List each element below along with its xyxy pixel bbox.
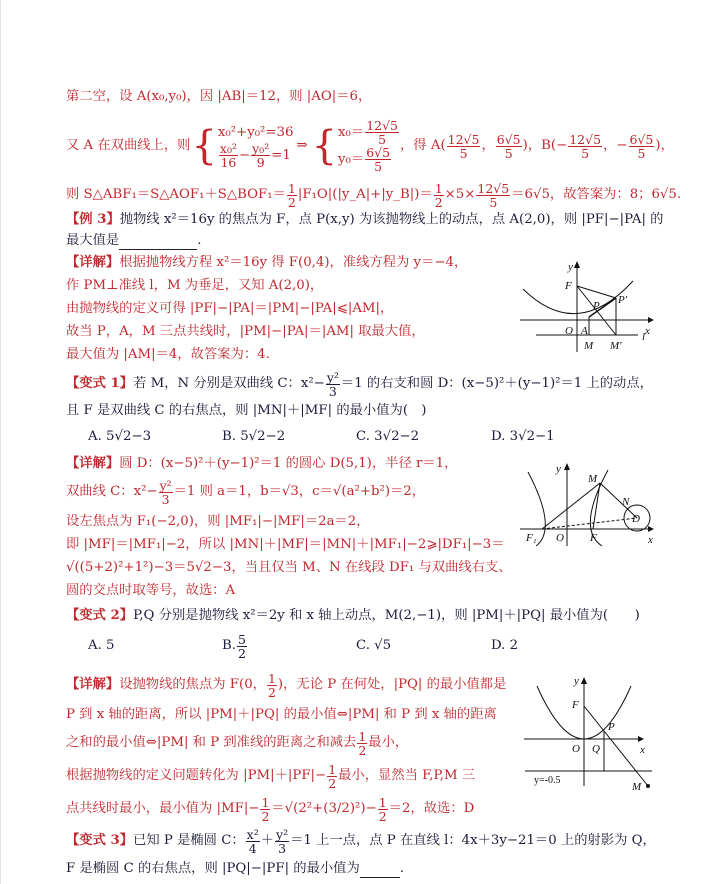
text: ×5× bbox=[444, 187, 476, 202]
variant-label: 【变式 3】 bbox=[66, 833, 134, 848]
label-O: O bbox=[572, 743, 580, 755]
text: )，无论 P 在何处，|PQ| 的最小值都是 bbox=[277, 677, 507, 692]
segment bbox=[577, 286, 616, 298]
question-text: ＝1 上一点，点 P 在直线 l：4x＋3y−21＝0 上的射影为 Q， bbox=[290, 833, 656, 848]
denominator: 5 bbox=[504, 145, 513, 161]
text: ＝6√5，故答案为：8；6√5. bbox=[511, 187, 682, 202]
solution-line bbox=[66, 254, 467, 272]
label-M: M bbox=[584, 340, 594, 352]
denominator: 3 bbox=[328, 383, 337, 399]
text: |F₁O|(|y_A|+|y_B|)＝ bbox=[297, 187, 433, 202]
label-y: y bbox=[574, 675, 579, 687]
solution-label: 【详解】 bbox=[66, 456, 120, 471]
solution-line bbox=[66, 180, 681, 210]
numerator: 1 bbox=[261, 794, 270, 810]
label-N: N bbox=[622, 496, 630, 508]
numerator: y² bbox=[159, 477, 172, 493]
label-F: F bbox=[590, 532, 597, 544]
option-b[interactable] bbox=[222, 629, 248, 663]
dashed-segment bbox=[542, 518, 637, 529]
label-M-prime: M′ bbox=[610, 340, 622, 352]
denominator: 2 bbox=[261, 808, 270, 824]
numerator: 6√5 bbox=[496, 131, 521, 147]
numerator: 1 bbox=[267, 670, 276, 686]
example-label: 【例 3】 bbox=[66, 212, 120, 227]
solution-line-system bbox=[66, 118, 674, 174]
question-text: 若 M，N 分别是双曲线 C：x²− bbox=[133, 376, 325, 391]
numerator: 5 bbox=[238, 631, 246, 647]
numerator: 12√5 bbox=[366, 118, 399, 133]
example-3-question-line2 bbox=[66, 232, 201, 250]
label-P: P bbox=[593, 300, 600, 312]
variant-1-question bbox=[66, 370, 653, 398]
denominator: 5 bbox=[459, 145, 468, 161]
label-F1: F₁ bbox=[526, 532, 537, 544]
label-O: O bbox=[565, 325, 573, 337]
denominator: 3 bbox=[278, 840, 287, 856]
figure-parabola-example3 bbox=[518, 256, 656, 354]
denominator: 9 bbox=[256, 154, 265, 170]
label-y: y bbox=[556, 463, 561, 475]
text: 双曲线 C：x²− bbox=[66, 484, 158, 499]
text: ＋ bbox=[260, 833, 275, 848]
label-y: y bbox=[568, 261, 573, 273]
text: 之和的最小值⇔|PM| 和 P 到准线的距离之和减去 bbox=[66, 735, 357, 750]
question-text: P,Q 分别是抛物线 x²＝2y 和 x 轴上动点，M(2,−1)，则 |PM|＋|PQ| 最小值为( ) bbox=[133, 608, 640, 623]
text: )，B(− bbox=[522, 138, 568, 153]
label-A: A bbox=[581, 325, 588, 337]
label-x: x bbox=[640, 744, 645, 756]
text: ＝2，故选：D bbox=[388, 801, 475, 816]
denominator: 5 bbox=[374, 159, 383, 174]
option-c[interactable]: C. √5 bbox=[356, 638, 392, 653]
question-text: F 是椭圆 C 的右焦点，则 |PQ|−|PF| 的最小值为 bbox=[66, 861, 360, 876]
label-D: D bbox=[632, 513, 640, 525]
text: ＝1 则 a＝1，b＝√3，c＝√(a²+b²)＝2， bbox=[173, 484, 426, 499]
label-M: M bbox=[588, 473, 598, 485]
text: 则 S△ABF₁＝S△AOF₁＋S△BOF₁＝ bbox=[66, 187, 286, 202]
page-left-border bbox=[0, 0, 1, 884]
question-text: 抛物线 x²＝16y 的焦点为 F，点 P(x,y) 为该抛物线上的动点，点 A(2,0)，则 |PF|−|PA| 的 bbox=[119, 212, 664, 227]
x-axis-arrow-icon bbox=[648, 526, 654, 532]
solution-line bbox=[66, 477, 425, 507]
text: 又 A 在双曲线上，则 bbox=[66, 138, 191, 153]
denominator: 5 bbox=[489, 194, 498, 210]
solution-line: 设左焦点为 F₁(−2,0)，则 |MF₁|−|MF|＝2a＝2， bbox=[66, 514, 370, 529]
text: 最小，显然当 F,P,M 三 bbox=[338, 768, 476, 783]
solution-label: 【详解】 bbox=[66, 255, 120, 270]
text: 设抛物线的焦点为 F(0， bbox=[119, 677, 266, 692]
y-axis-arrow-icon bbox=[574, 261, 580, 268]
option-b[interactable]: B. 5√2−2 bbox=[222, 429, 286, 444]
left-brace: { bbox=[191, 123, 217, 169]
text: 根据抛物线的定义问题转化为 |PM|＋|PF|− bbox=[66, 768, 327, 783]
denominator: 2 bbox=[378, 808, 387, 824]
text: y₀＝ bbox=[338, 152, 365, 167]
solution-line: 作 PM⊥准线 l，M 为垂足，又知 A(2,0)， bbox=[66, 278, 324, 293]
option-a[interactable]: A. 5 bbox=[88, 638, 115, 653]
text: 根据抛物线方程 x²＝16y 得 F(0,4)，准线方程为 y＝−4， bbox=[119, 255, 468, 270]
numerator: 1 bbox=[434, 180, 443, 196]
label-O: O bbox=[556, 532, 564, 544]
solution-line: √((5+2)²+1²)−3＝5√2−3，当且仅当 M、N 在线段 DF₁ 与双曲线右支、 bbox=[66, 560, 512, 575]
denominator: 5 bbox=[378, 132, 387, 147]
numerator: 6√5 bbox=[366, 145, 391, 160]
solution-line: 故当 P，A，M 三点共线时，|PM|−|PA|＝|AM| 取最大值， bbox=[66, 324, 425, 339]
solution-line bbox=[66, 761, 475, 791]
label-directrix: y=-0.5 bbox=[534, 775, 561, 786]
solution-line bbox=[66, 728, 408, 758]
text: 圆 D：(x−5)²＋(y−1)²＝1 的圆心 D(5,1)，半径 r＝1， bbox=[119, 456, 458, 471]
solution-line: 最大值为 |AM|＝4，故答案为：4. bbox=[66, 347, 270, 362]
text: ＝√(2²+(3/2)²)− bbox=[271, 801, 377, 816]
numerator: x₀² bbox=[219, 140, 237, 156]
text: . bbox=[399, 861, 405, 876]
numerator: 6√5 bbox=[629, 131, 654, 147]
equation: x₀²+y₀²=36 bbox=[217, 124, 294, 140]
denominator: 2 bbox=[328, 775, 337, 791]
equation-system bbox=[338, 119, 400, 173]
numerator: 12√5 bbox=[477, 180, 510, 196]
option-a[interactable]: A. 5√2−3 bbox=[88, 429, 152, 444]
option-d[interactable]: D. 3√2−1 bbox=[491, 429, 555, 444]
option-c[interactable]: C. 3√2−2 bbox=[356, 429, 420, 444]
label-x: x bbox=[648, 534, 653, 546]
text: ，− bbox=[603, 138, 628, 153]
equation bbox=[338, 146, 400, 173]
solution-line: 圆的交点时取等号，故选：A bbox=[66, 583, 236, 598]
denominator: 2 bbox=[238, 645, 246, 661]
solution-line bbox=[66, 670, 506, 700]
label-l: l bbox=[642, 331, 646, 343]
label-M: M bbox=[632, 781, 642, 793]
text: ， bbox=[481, 138, 495, 153]
solution-label: 【详解】 bbox=[66, 677, 120, 692]
question-text: 最大值是 bbox=[66, 233, 120, 248]
x-axis-arrow-icon bbox=[638, 736, 644, 742]
label-F: F bbox=[572, 699, 579, 711]
variant-1-question-line2: 且 F 是双曲线 C 的右焦点，则 |MN|＋|MF| 的最小值为( ) bbox=[66, 403, 427, 418]
solution-line: 由抛物线的定义可得 |PF|−|PA|＝|PM|−|PA|⩽|AM|， bbox=[66, 301, 394, 316]
numerator: 1 bbox=[378, 794, 387, 810]
denominator: 2 bbox=[358, 742, 367, 758]
label-x: x bbox=[645, 325, 650, 337]
answer-blank[interactable] bbox=[360, 863, 400, 878]
variant-3-question bbox=[66, 826, 656, 856]
figure-hyperbola-variant1 bbox=[518, 458, 658, 548]
denominator: 2 bbox=[434, 194, 443, 210]
y-axis-arrow-icon bbox=[564, 463, 570, 470]
y-axis-arrow-icon bbox=[581, 677, 587, 684]
text: x₀＝ bbox=[338, 125, 365, 140]
denominator: 5 bbox=[637, 145, 646, 161]
equation bbox=[338, 119, 400, 146]
denominator: 2 bbox=[267, 684, 276, 700]
numerator: y₀² bbox=[252, 140, 270, 156]
numerator: 12√5 bbox=[569, 131, 602, 147]
variant-2-question bbox=[66, 607, 640, 625]
label-F: F bbox=[565, 280, 572, 292]
variant-3-question-line2 bbox=[66, 860, 404, 878]
option-d[interactable]: D. 2 bbox=[491, 638, 519, 653]
solution-line: 第二空，设 A(x₀,y₀)，因 |AB|＝12，则 |AO|＝6， bbox=[66, 89, 372, 104]
x-axis-arrow-icon bbox=[648, 317, 654, 323]
denominator: 5 bbox=[581, 145, 590, 161]
numerator: 12√5 bbox=[447, 131, 480, 147]
text: B. bbox=[222, 638, 236, 653]
numerator: 1 bbox=[328, 761, 337, 777]
solution-line bbox=[66, 455, 457, 473]
solution-line bbox=[66, 794, 474, 824]
point-M bbox=[646, 784, 650, 788]
figure-parabola-variant2 bbox=[522, 668, 658, 794]
text: 点共线时最小，最小值为 |MF|− bbox=[66, 801, 260, 816]
answer-blank[interactable] bbox=[119, 235, 197, 250]
text: 最小， bbox=[368, 735, 409, 750]
solution-line: 即 |MF|＝|MF₁|−2，所以 |MN|＋|MF|＝|MN|＋|MF₁|−2⩾|DF₁|−3＝ bbox=[66, 537, 505, 552]
label-Q: Q bbox=[592, 743, 600, 755]
numerator: y² bbox=[276, 826, 289, 842]
text: =1 bbox=[271, 147, 291, 163]
example-3-question bbox=[66, 211, 663, 229]
implies-symbol: ⇒ bbox=[296, 138, 308, 153]
question-text: ＝1 的右支和圆 D：(x−5)²＋(y−1)²＝1 上的动点， bbox=[340, 376, 653, 391]
numerator: 1 bbox=[287, 180, 296, 196]
numerator: x² bbox=[246, 826, 259, 842]
denominator: 4 bbox=[248, 840, 257, 856]
left-brace: { bbox=[311, 123, 338, 169]
question-text: 已知 P 是椭圆 C： bbox=[133, 833, 245, 848]
text: )， bbox=[655, 138, 674, 153]
text: . bbox=[197, 233, 202, 248]
variant-label: 【变式 1】 bbox=[66, 376, 134, 391]
denominator: 16 bbox=[220, 154, 237, 170]
numerator: y² bbox=[326, 369, 339, 385]
equation-system bbox=[218, 124, 294, 169]
variant-label: 【变式 2】 bbox=[66, 608, 134, 623]
label-P-prime: P′ bbox=[618, 294, 628, 306]
numerator: 1 bbox=[358, 728, 367, 744]
segment bbox=[542, 483, 600, 529]
label-P: P bbox=[608, 721, 615, 733]
solution-line: P 到 x 轴的距离，所以 |PM|＋|PQ| 的最小值⇔|PM| 和 P 到 x 轴的距离 bbox=[66, 707, 497, 722]
text: ，得 A( bbox=[400, 138, 446, 153]
denominator: 2 bbox=[287, 194, 296, 210]
denominator: 3 bbox=[161, 491, 170, 507]
equation: $\frac{\text{x₀²}}{16}$ − $\frac{\text{y₀²}}{9}$ =1 bbox=[219, 140, 291, 170]
